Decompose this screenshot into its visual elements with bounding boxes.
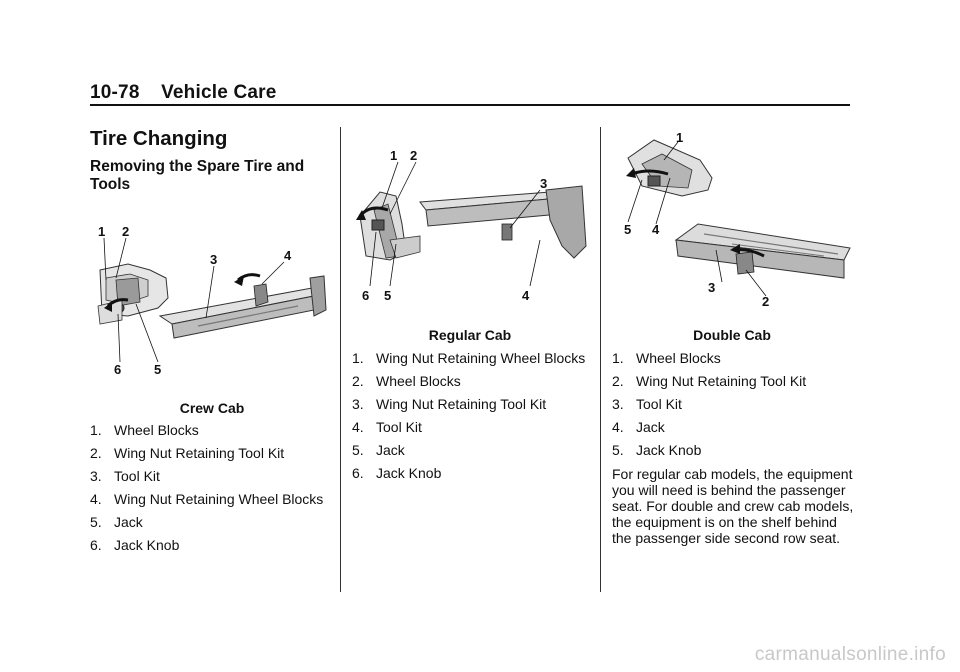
page-header (90, 82, 277, 104)
regular-cab-caption: Regular Cab (428, 327, 512, 343)
callout-6: 6 (362, 288, 370, 303)
list-item: 2. Wheel Blocks (352, 373, 461, 389)
callout-4: 4 (284, 248, 292, 263)
list-item: 1. Wheel Blocks (90, 422, 199, 438)
list-item: 3. Wing Nut Retaining Tool Kit (352, 396, 547, 412)
list-item: 2. Wing Nut Retaining Tool Kit (90, 445, 285, 461)
callout-3: 3 (540, 176, 548, 191)
list-item: 3. Tool Kit (90, 468, 160, 484)
double-cab-legend (612, 350, 852, 465)
crew-cab-legend (90, 422, 330, 560)
callout-2: 2 (410, 148, 418, 163)
callout-1: 1 (676, 130, 684, 145)
list-item: 5. Jack (90, 514, 143, 530)
regular-cab-illustration (350, 140, 590, 310)
list-item: 6. Jack Knob (352, 465, 442, 481)
callout-5: 5 (154, 362, 162, 377)
callout-2: 2 (762, 294, 770, 309)
callout-4: 4 (522, 288, 530, 303)
callout-5: 5 (384, 288, 392, 303)
double-cab-caption: Double Cab (693, 327, 771, 343)
column-divider-2 (600, 127, 601, 592)
list-item: 4. Wing Nut Retaining Wheel Blocks (90, 491, 324, 507)
body-paragraph: For regular cab models, the equipment you will need is behind the passenger seat. For double and crew cab models, the equipment is on the shelf behind the passenger side second row seat. (612, 466, 854, 546)
callout-1: 1 (390, 148, 398, 163)
column-divider-1 (340, 127, 341, 592)
list-item: 3. Tool Kit (612, 396, 682, 412)
crew-cab-illustration (88, 220, 332, 380)
section-heading: Tire Changing (90, 127, 228, 150)
list-item: 5. Jack Knob (612, 442, 702, 458)
list-item: 4. Tool Kit (352, 419, 422, 435)
callout-2: 2 (122, 224, 130, 239)
callout-3: 3 (210, 252, 218, 267)
list-item: 6. Jack Knob (90, 537, 180, 553)
watermark: carmanualsonline.info (754, 644, 946, 665)
list-item: 2. Wing Nut Retaining Tool Kit (612, 373, 807, 389)
section-title: Vehicle Care (161, 82, 277, 103)
callout-3: 3 (708, 280, 716, 295)
callout-1: 1 (98, 224, 106, 239)
list-item: 4. Jack (612, 419, 665, 435)
callout-4: 4 (652, 222, 660, 237)
header-rule (90, 104, 850, 106)
subsection-heading: Removing the Spare Tire and Tools (90, 158, 305, 193)
page-number: 10-78 (90, 82, 140, 103)
crew-cab-caption: Crew Cab (179, 400, 245, 416)
double-cab-illustration (612, 130, 852, 310)
list-item: 5. Jack (352, 442, 405, 458)
callout-5: 5 (624, 222, 632, 237)
list-item: 1. Wing Nut Retaining Wheel Blocks (352, 350, 586, 366)
regular-cab-legend (352, 350, 592, 488)
list-item: 1. Wheel Blocks (612, 350, 721, 366)
callout-6: 6 (114, 362, 122, 377)
